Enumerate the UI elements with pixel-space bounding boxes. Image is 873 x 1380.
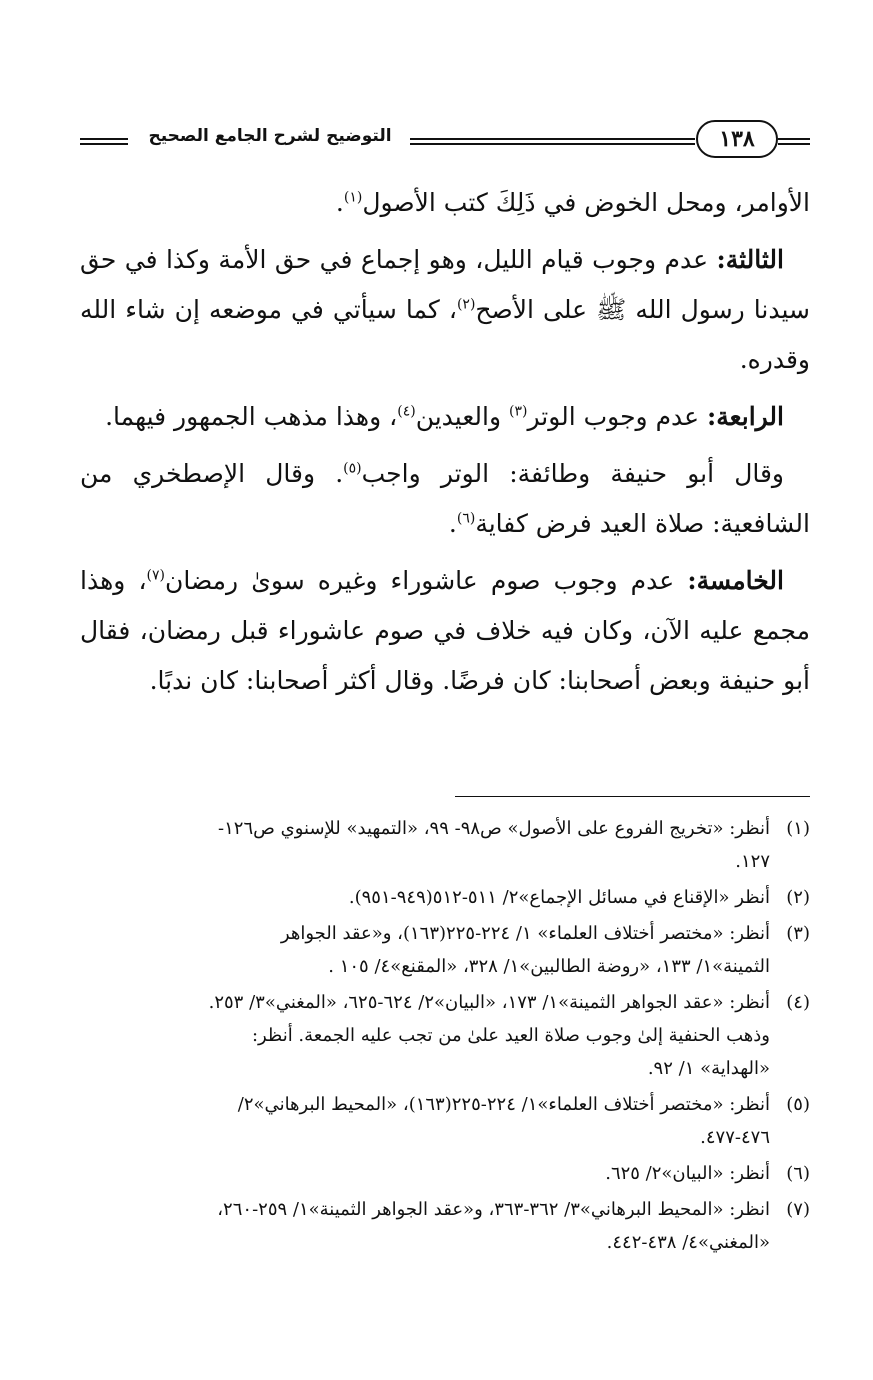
paragraph-text: . وقال الإصطخري من الشافعية: صلاة العيد فرض كفاية bbox=[80, 459, 810, 538]
paragraph-heading: الخامسة: bbox=[687, 566, 784, 595]
footnote-line: أنظر «الإقناع في مسائل الإجماع»٢/ ٥١١-٥١٢(٩٤٩-٩٥١). bbox=[348, 887, 770, 908]
footnote-line: وذهب الحنفية إلىٰ وجوب صلاة العيد علىٰ من تجب عليه الجمعة. أنظر: bbox=[251, 1025, 770, 1046]
footnote-number: (٣) bbox=[786, 923, 810, 944]
running-title: التوضيح لشرح الجامع الصحيح bbox=[148, 126, 392, 146]
footnote bbox=[80, 1157, 810, 1190]
paragraph-text: الأوامر، ومحل الخوض في ذَلِكَ كتب الأصول bbox=[362, 188, 810, 217]
paragraph-text: عدم وجوب قيام الليل، وهو إجماع في حق الأمة وكذا في حق سيدنا رسول الله ﷺ على الأصح bbox=[80, 245, 810, 324]
paragraph bbox=[80, 392, 810, 442]
footnote-ref: (٥) bbox=[343, 460, 362, 477]
footnote bbox=[80, 881, 810, 914]
footnote-number: (٥) bbox=[786, 1094, 810, 1115]
footnote bbox=[80, 812, 810, 878]
paragraph-heading: الثالثة: bbox=[716, 245, 784, 274]
paragraph bbox=[80, 556, 810, 706]
footnote-line: «المغني»٤/ ٤٣٨-٤٤٢. bbox=[606, 1232, 770, 1253]
paragraph-text: ، وهذا مذهب الجمهور فيهما. bbox=[105, 402, 398, 431]
footnote-number: (٤) bbox=[786, 992, 810, 1013]
main-text bbox=[80, 178, 810, 713]
footnote bbox=[80, 1193, 810, 1259]
paragraph-text: وقال أبو حنيفة وطائفة: الوتر واجب bbox=[361, 459, 785, 488]
footnote-text bbox=[80, 812, 770, 878]
footnote-ref: (٦) bbox=[456, 510, 476, 527]
page-header bbox=[80, 120, 810, 166]
paragraph bbox=[80, 235, 810, 385]
footnote-line: أنظر: «عقد الجواهر الثمينة»١/ ١٧٣، «البيان»٢/ ٦٢٤-٦٢٥، «المغني»٣/ ٢٥٣. bbox=[208, 992, 770, 1013]
footnote-number: (٢) bbox=[786, 887, 810, 908]
footnote-line: أنظر: «مختصر أختلاف العلماء» ١/ ٢٢٤-٢٢٥(١٦٣)، و«عقد الجواهر bbox=[280, 923, 770, 944]
footnote-ref: (٢) bbox=[456, 296, 476, 313]
footnote-text bbox=[80, 1157, 770, 1190]
footnotes bbox=[80, 812, 810, 1262]
footnote-separator bbox=[455, 796, 810, 797]
paragraph-text: . bbox=[335, 188, 344, 217]
paragraph-text: عدم وجوب الوتر bbox=[527, 402, 708, 431]
header-rule-right bbox=[778, 138, 810, 145]
footnote-line: أنظر: «تخريج الفروع على الأصول» ص٩٨- ٩٩، «التمهيد» للإسنوي ص١٢٦- bbox=[218, 818, 770, 839]
paragraph-text: والعيدين bbox=[415, 402, 509, 431]
page-number-badge: ١٣٨ bbox=[696, 120, 778, 158]
footnote-line: ١٢٧. bbox=[735, 851, 770, 872]
footnote-number: (١) bbox=[786, 818, 810, 839]
paragraph-heading: الرابعة: bbox=[707, 402, 784, 431]
footnote-line: الثمينة»١/ ١٣٣، «روضة الطالبين»١/ ٣٢٨، «المقنع»٤/ ١٠٥ . bbox=[328, 956, 770, 977]
footnote-text bbox=[80, 1193, 770, 1259]
paragraph-text: عدم وجوب صوم عاشوراء وغيره سوىٰ رمضان bbox=[165, 566, 688, 595]
footnote bbox=[80, 917, 810, 983]
footnote-line: انظر: «المحيط البرهاني»٣/ ٣٦٢-٣٦٣، و«عقد الجواهر الثمينة»١/ ٢٥٩-٢٦٠، bbox=[217, 1199, 770, 1220]
paragraph bbox=[80, 449, 810, 549]
footnote-line: أنظر: «البيان»٢/ ٦٢٥. bbox=[605, 1163, 770, 1184]
footnote-line: «الهداية» ١/ ٩٢. bbox=[647, 1058, 770, 1079]
footnote-number: (٧) bbox=[786, 1199, 810, 1220]
header-rule-left bbox=[80, 138, 128, 145]
footnote-line: ٤٧٦-٤٧٧. bbox=[700, 1127, 770, 1148]
footnote-ref: (٣) bbox=[509, 403, 528, 420]
paragraph bbox=[80, 178, 810, 228]
footnote-number: (٦) bbox=[786, 1163, 810, 1184]
footnote-ref: (٧) bbox=[146, 567, 165, 584]
footnote bbox=[80, 1088, 810, 1154]
footnote-text bbox=[80, 986, 770, 1085]
paragraph-text: ، وهذا مجمع عليه الآن، وكان فيه خلاف في صوم عاشوراء قبل رمضان، فقال أبو حنيفة وبعض أصحابنا: كان فرضًا. وقال أكثر أصحابنا: كان ندبًا. bbox=[80, 566, 810, 695]
footnote-line: أنظر: «مختصر أختلاف العلماء»١/ ٢٢٤-٢٢٥(١٦٣)، «المحيط البرهاني»٢/ bbox=[237, 1094, 770, 1115]
footnote-text bbox=[80, 881, 770, 914]
footnote bbox=[80, 986, 810, 1085]
footnote-ref: (١) bbox=[343, 189, 363, 206]
paragraph-text: ، كما سيأتي في موضعه إن شاء الله وقدره. bbox=[80, 295, 810, 374]
footnote-ref: (٤) bbox=[397, 403, 416, 420]
footnote-text bbox=[80, 917, 770, 983]
header-rule-middle bbox=[410, 138, 695, 145]
footnote-text bbox=[80, 1088, 770, 1154]
paragraph-text: . bbox=[448, 509, 457, 538]
